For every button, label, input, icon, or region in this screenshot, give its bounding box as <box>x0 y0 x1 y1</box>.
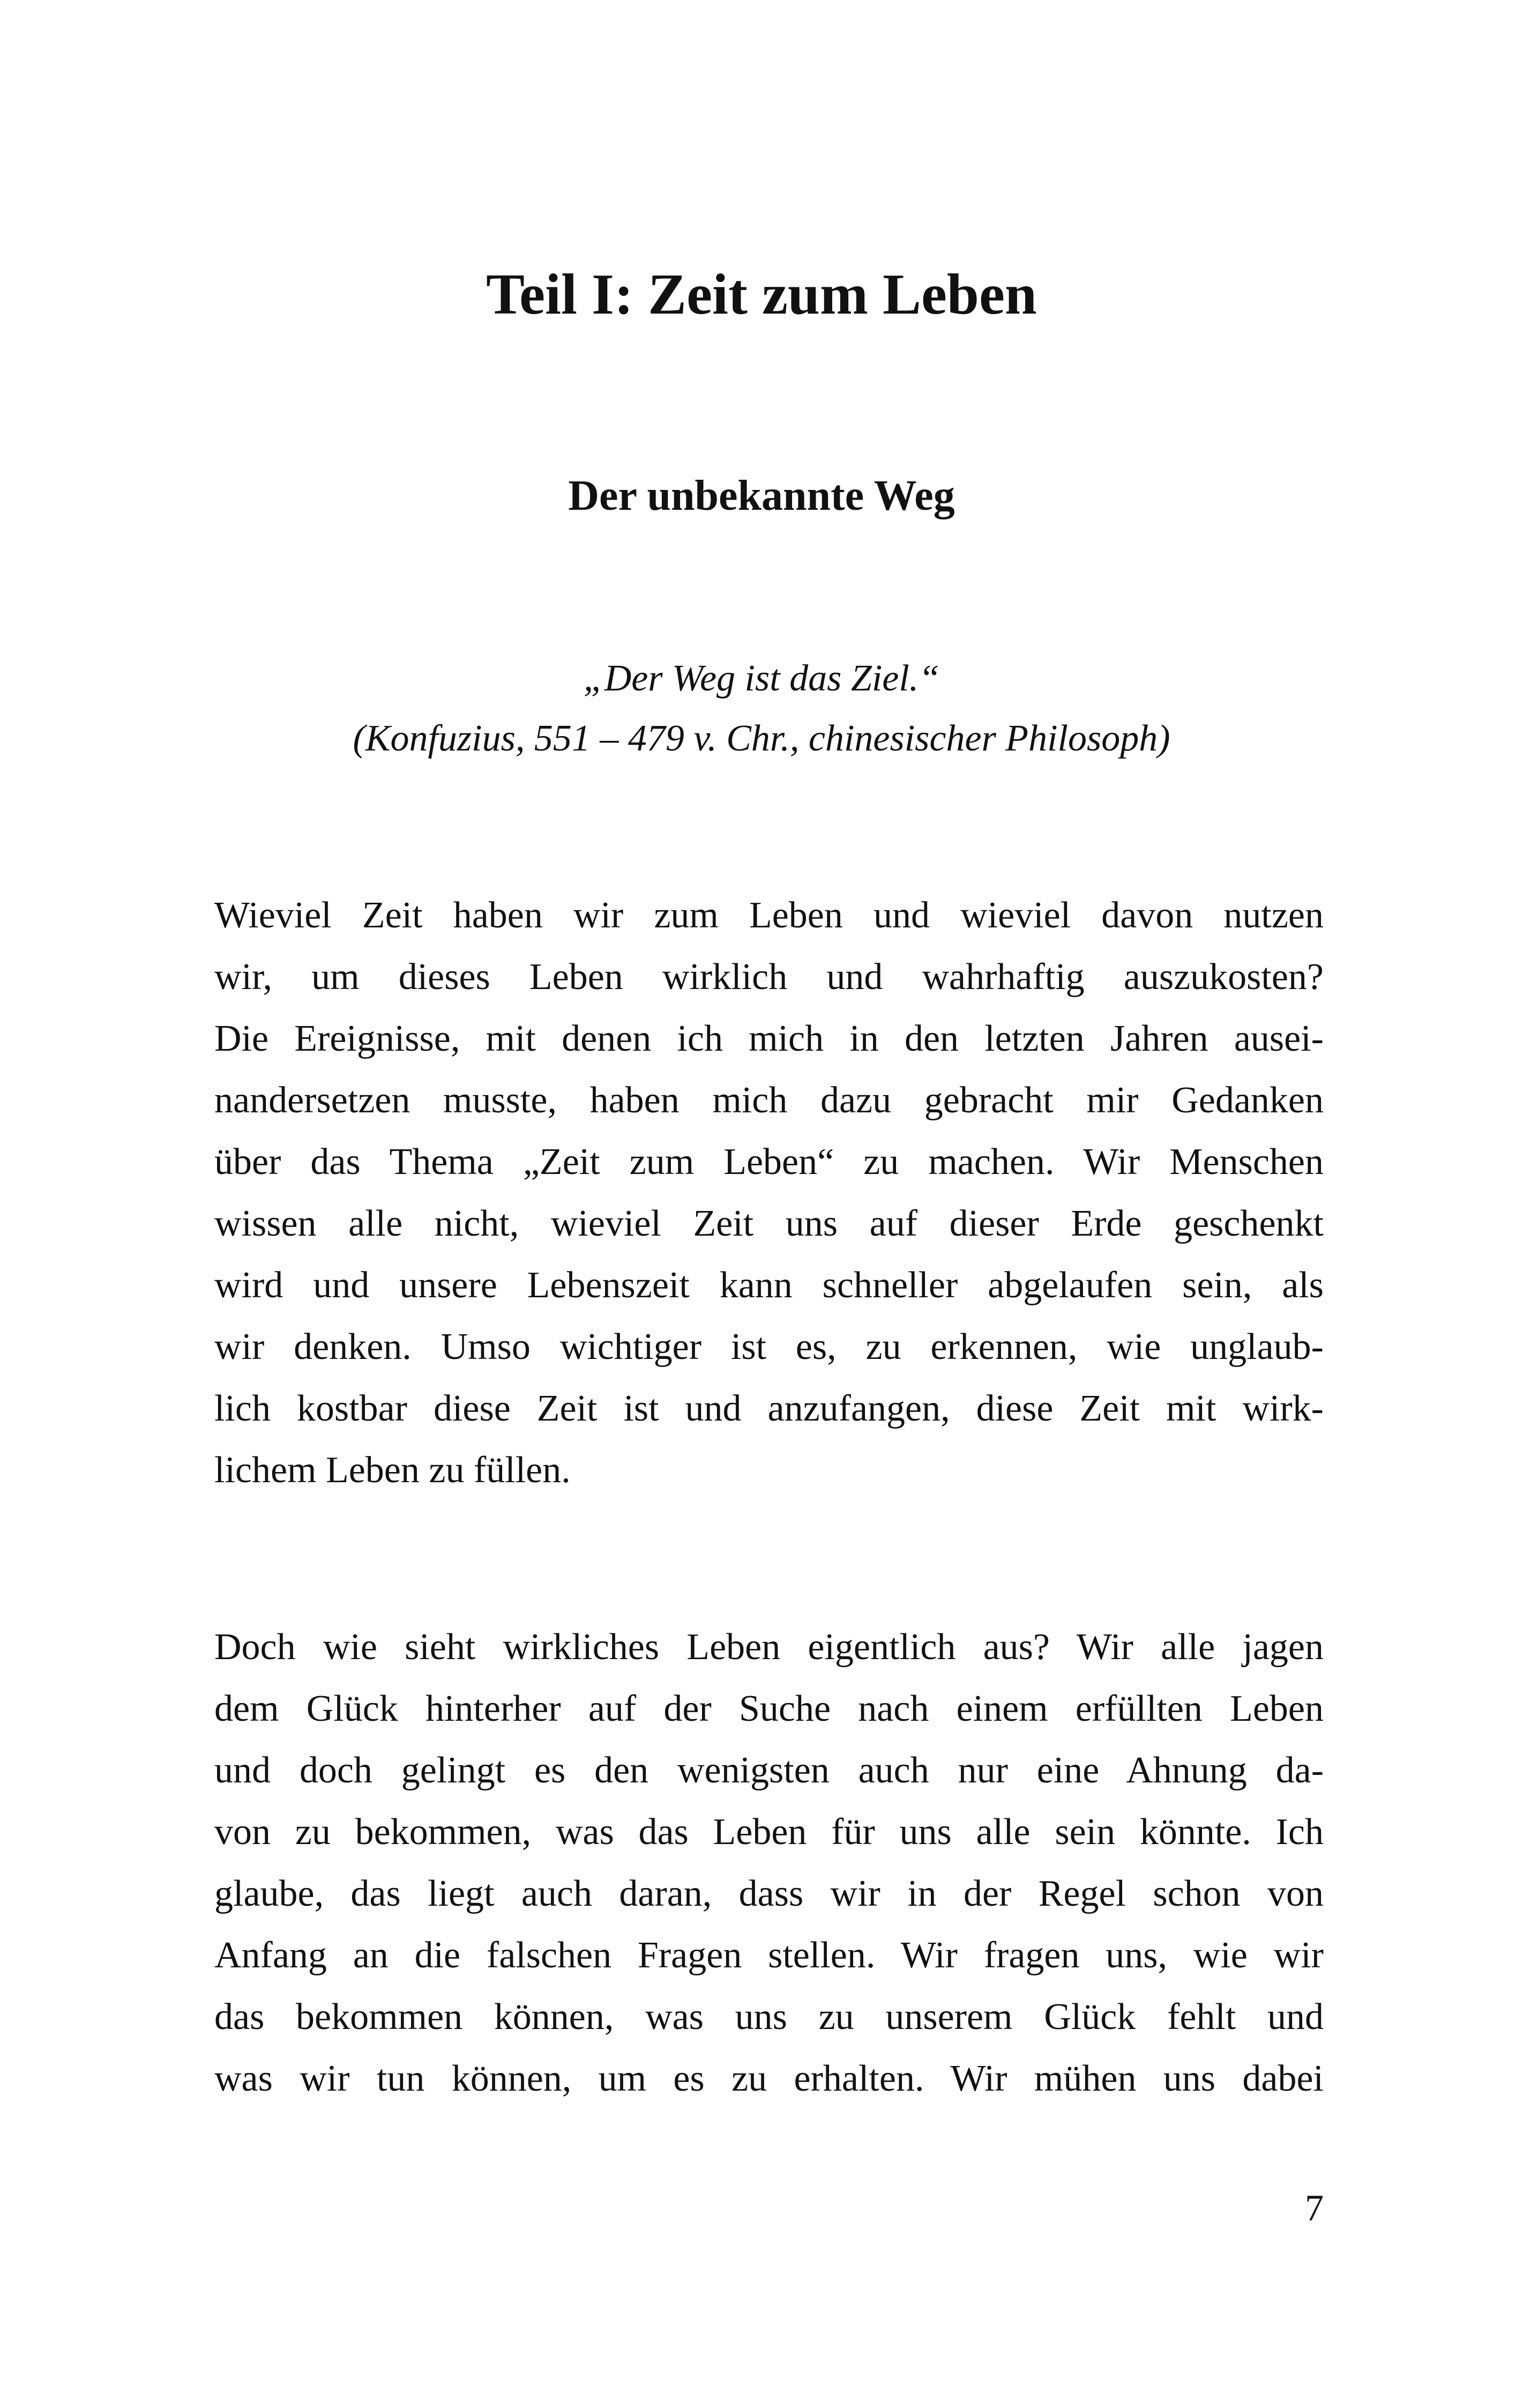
text-line: Doch wie sieht wirkliches Leben eigentlich aus? Wir alle jagen <box>214 1626 1324 1668</box>
epigraph-attribution: (Konfuzius, 551 – 479 v. Chr., chinesischer Philosoph) <box>353 718 1170 759</box>
text-line: wird und unsere Lebenszeit kann schneller abgelaufen sein, als <box>214 1265 1324 1306</box>
paragraph-2 <box>214 1616 1324 2109</box>
text-line: über das Thema „Zeit zum Leben“ zu machen. Wir Menschen <box>214 1141 1324 1183</box>
part-title: Teil I: Zeit zum Leben <box>486 263 1037 326</box>
text-line: lichem Leben zu füllen. <box>214 1450 571 1491</box>
text-line: und doch gelingt es den wenigsten auch nur eine Ahnung da- <box>214 1750 1324 1791</box>
epigraph-quote: „Der Weg ist das Ziel.“ <box>583 658 940 699</box>
page-number: 7 <box>1305 2188 1324 2229</box>
text-line: dem Glück hinterher auf der Suche nach einem erfüllten Leben <box>214 1688 1324 1729</box>
text-line: nandersetzen musste, haben mich dazu gebracht mir Gedanken <box>214 1080 1324 1121</box>
text-line: lich kostbar diese Zeit ist und anzufangen, diese Zeit mit wirk- <box>214 1388 1324 1429</box>
text-line: wissen alle nicht, wieviel Zeit uns auf dieser Erde geschenkt <box>214 1203 1324 1244</box>
chapter-title: Der unbekannte Weg <box>568 472 955 519</box>
text-line: Die Ereignisse, mit denen ich mich in den letzten Jahren ausei- <box>214 1018 1324 1059</box>
text-line: wir, um dieses Leben wirklich und wahrhaftig auszukosten? <box>214 956 1324 998</box>
text-line: glaube, das liegt auch daran, dass wir in der Regel schon von <box>214 1873 1324 1914</box>
text-line: Wieviel Zeit haben wir zum Leben und wieviel davon nutzen <box>214 895 1324 936</box>
text-line: das bekommen können, was uns zu unserem Glück fehlt und <box>214 1996 1324 2038</box>
text-line: wir denken. Umso wichtiger ist es, zu erkennen, wie unglaub- <box>214 1326 1324 1367</box>
text-line: was wir tun können, um es zu erhalten. Wir mühen uns dabei <box>214 2058 1324 2099</box>
text-line: von zu bekommen, was das Leben für uns alle sein könnte. Ich <box>214 1811 1324 1853</box>
paragraph-1 <box>214 885 1324 1501</box>
epigraph <box>0 649 1523 769</box>
text-line: Anfang an die falschen Fragen stellen. Wir fragen uns, wie wir <box>214 1935 1324 1976</box>
